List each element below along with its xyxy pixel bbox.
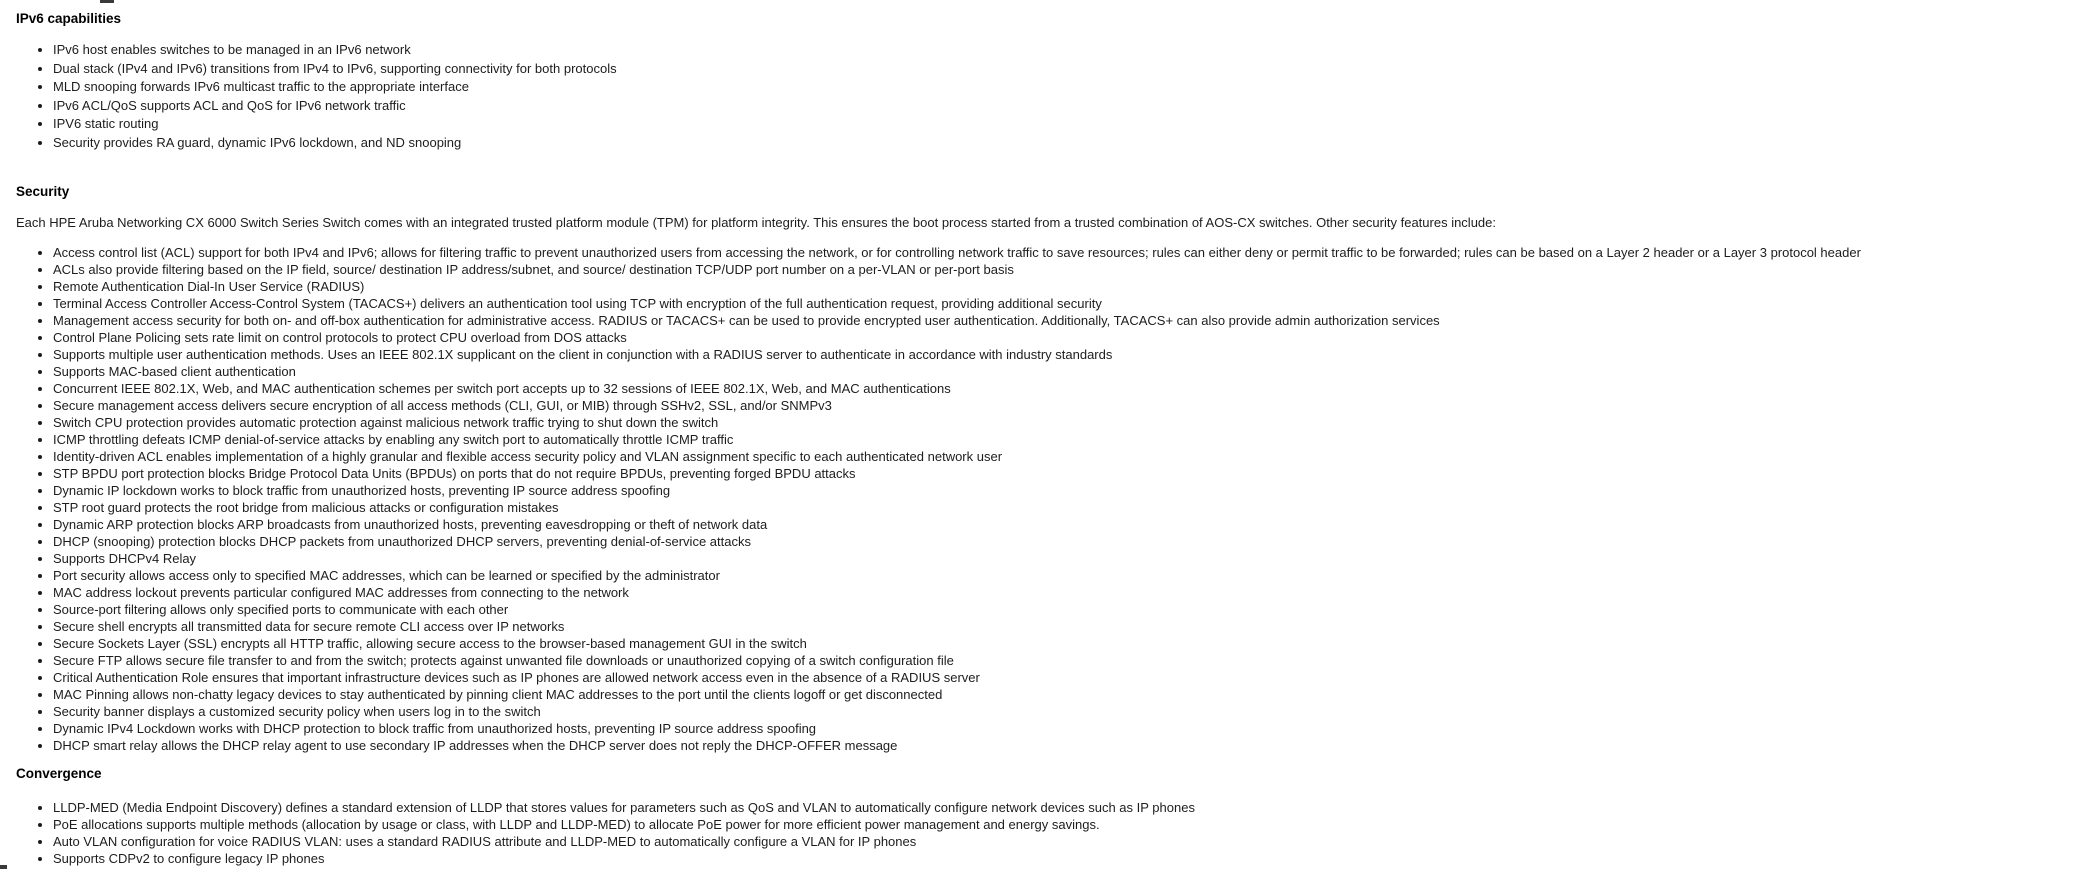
bullet-item: • Port security allows access only to specified MAC addresses, which can be learned or specified by the administrator bbox=[53, 567, 2090, 584]
section-ipv6-capabilities bbox=[16, 12, 2090, 153]
bullet-item: • Secure Sockets Layer (SSL) encrypts all HTTP traffic, allowing secure access to the browser-based management GUI in the switch bbox=[53, 635, 2090, 652]
section-heading-ipv6: IPv6 capabilities bbox=[16, 11, 122, 26]
bullet-item: • Access control list (ACL) support for both IPv4 and IPv6; allows for filtering traffic to prevent unauthorized users from accessing the network, or for controlling network traffic to save resources; rules can either deny or permit traffic to be forwarded; rules can be based on a Layer 2 header or a Layer 3 protocol header bbox=[53, 244, 2090, 261]
bullet-item: • Dynamic ARP protection blocks ARP broadcasts from unauthorized hosts, preventing eavesdropping or theft of network data bbox=[53, 516, 2090, 533]
bullet-item: • Terminal Access Controller Access-Control System (TACACS+) delivers an authentication tool using TCP with encryption of the full authentication request, providing additional security bbox=[53, 295, 2090, 312]
bullet-item: • Critical Authentication Role ensures that important infrastructure devices such as IP phones are allowed network access even in the absence of a RADIUS server bbox=[53, 669, 2090, 686]
bullet-item: • Auto VLAN configuration for voice RADIUS VLAN: uses a standard RADIUS attribute and LLDP-MED to automatically configure a VLAN for IP phones bbox=[53, 833, 2090, 850]
bullet-list-ipv6 bbox=[16, 41, 2090, 153]
bullet-item: • Secure FTP allows secure file transfer to and from the switch; protects against unwanted file downloads or unauthorized copying of a switch configuration file bbox=[53, 652, 2090, 669]
bullet-item: • MLD snooping forwards IPv6 multicast traffic to the appropriate interface bbox=[53, 78, 2090, 97]
cropped-text-artifact-top bbox=[100, 0, 114, 3]
bullet-item: • Supports CDPv2 to configure legacy IP phones bbox=[53, 850, 2090, 867]
bullet-item: • Remote Authentication Dial-In User Service (RADIUS) bbox=[53, 278, 2090, 295]
bullet-item: • Source-port filtering allows only specified ports to communicate with each other bbox=[53, 601, 2090, 618]
cropped-text-artifact-bottom bbox=[0, 865, 7, 869]
bullet-item: • Secure management access delivers secure encryption of all access methods (CLI, GUI, or MIB) through SSHv2, SSL, and/or SNMPv3 bbox=[53, 397, 2090, 414]
bullet-item: • PoE allocations supports multiple methods (allocation by usage or class, with LLDP and LLDP-MED) to allocate PoE power for more efficient power management and energy savings. bbox=[53, 816, 2090, 833]
section-heading-convergence: Convergence bbox=[16, 765, 102, 781]
bullet-item: • DHCP (snooping) protection blocks DHCP packets from unauthorized DHCP servers, preventing denial-of-service attacks bbox=[53, 533, 2090, 550]
bullet-item: • Secure shell encrypts all transmitted data for secure remote CLI access over IP networks bbox=[53, 618, 2090, 635]
bullet-item: • Supports DHCPv4 Relay bbox=[53, 550, 2090, 567]
bullet-item: • IPv6 host enables switches to be managed in an IPv6 network bbox=[53, 41, 2090, 60]
bullet-item: • Switch CPU protection provides automatic protection against malicious network traffic trying to shut down the switch bbox=[53, 414, 2090, 431]
bullet-item: • Security provides RA guard, dynamic IPv6 lockdown, and ND snooping bbox=[53, 134, 2090, 153]
bullet-item: • Dual stack (IPv4 and IPv6) transitions from IPv4 to IPv6, supporting connectivity for both protocols bbox=[53, 60, 2090, 79]
section-security bbox=[16, 185, 2090, 754]
bullet-item: • Security banner displays a customized security policy when users log in to the switch bbox=[53, 703, 2090, 720]
bullet-item: • Control Plane Policing sets rate limit on control protocols to protect CPU overload from DOS attacks bbox=[53, 329, 2090, 346]
bullet-item: • Supports MAC-based client authentication bbox=[53, 363, 2090, 380]
bullet-item: • STP BPDU port protection blocks Bridge Protocol Data Units (BPDUs) on ports that do not require BPDUs, preventing forged BPDU attacks bbox=[53, 465, 2090, 482]
bullet-item: • DHCP smart relay allows the DHCP relay agent to use secondary IP addresses when the DHCP server does not reply the DHCP-OFFER message bbox=[53, 737, 2090, 754]
bullet-item: • IPv6 ACL/QoS supports ACL and QoS for IPv6 network traffic bbox=[53, 97, 2090, 116]
bullet-item: • LLDP-MED (Media Endpoint Discovery) defines a standard extension of LLDP that stores values for parameters such as QoS and VLAN to automatically configure network devices such as IP phones bbox=[53, 799, 2090, 816]
bullet-list-convergence bbox=[16, 799, 2090, 867]
bullet-item: • MAC Pinning allows non-chatty legacy devices to stay authenticated by pinning client MAC addresses to the port until the clients logoff or get disconnected bbox=[53, 686, 2090, 703]
bullet-item: • STP root guard protects the root bridge from malicious attacks or configuration mistakes bbox=[53, 499, 2090, 516]
bullet-item: • Concurrent IEEE 802.1X, Web, and MAC authentication schemes per switch port accepts up to 32 sessions of IEEE 802.1X, Web, and MAC authentications bbox=[53, 380, 2090, 397]
bullet-item: • IPV6 static routing bbox=[53, 115, 2090, 134]
bullet-item: • ICMP throttling defeats ICMP denial-of-service attacks by enabling any switch port to automatically throttle ICMP traffic bbox=[53, 431, 2090, 448]
bullet-list-security bbox=[16, 244, 2090, 754]
bullet-item: • ACLs also provide filtering based on the IP field, source/ destination IP address/subnet, and source/ destination TCP/UDP port number on a per-VLAN or per-port basis bbox=[53, 261, 2090, 278]
section-intro-security: Each HPE Aruba Networking CX 6000 Switch Series Switch comes with an integrated trusted platform module (TPM) for platform integrity. This ensures the boot process started from a trusted combination of AOS-CX switches. Other security features include: bbox=[16, 214, 1497, 230]
section-heading-security: Security bbox=[16, 183, 70, 199]
bullet-item: • Identity-driven ACL enables implementation of a highly granular and flexible access security policy and VLAN assignment specific to each authenticated network user bbox=[53, 448, 2090, 465]
section-convergence bbox=[16, 767, 2090, 867]
bullet-item: • MAC address lockout prevents particular configured MAC addresses from connecting to the network bbox=[53, 584, 2090, 601]
bullet-item: • Dynamic IP lockdown works to block traffic from unauthorized hosts, preventing IP source address spoofing bbox=[53, 482, 2090, 499]
bullet-item: • Supports multiple user authentication methods. Uses an IEEE 802.1X supplicant on the client in conjunction with a RADIUS server to authenticate in accordance with industry standards bbox=[53, 346, 2090, 363]
bullet-item: • Management access security for both on- and off-box authentication for administrative access. RADIUS or TACACS+ can be used to provide encrypted user authentication. Additionally, TACACS+ can also provide admin authorization services bbox=[53, 312, 2090, 329]
bullet-item: • Dynamic IPv4 Lockdown works with DHCP protection to block traffic from unauthorized hosts, preventing IP source address spoofing bbox=[53, 720, 2090, 737]
